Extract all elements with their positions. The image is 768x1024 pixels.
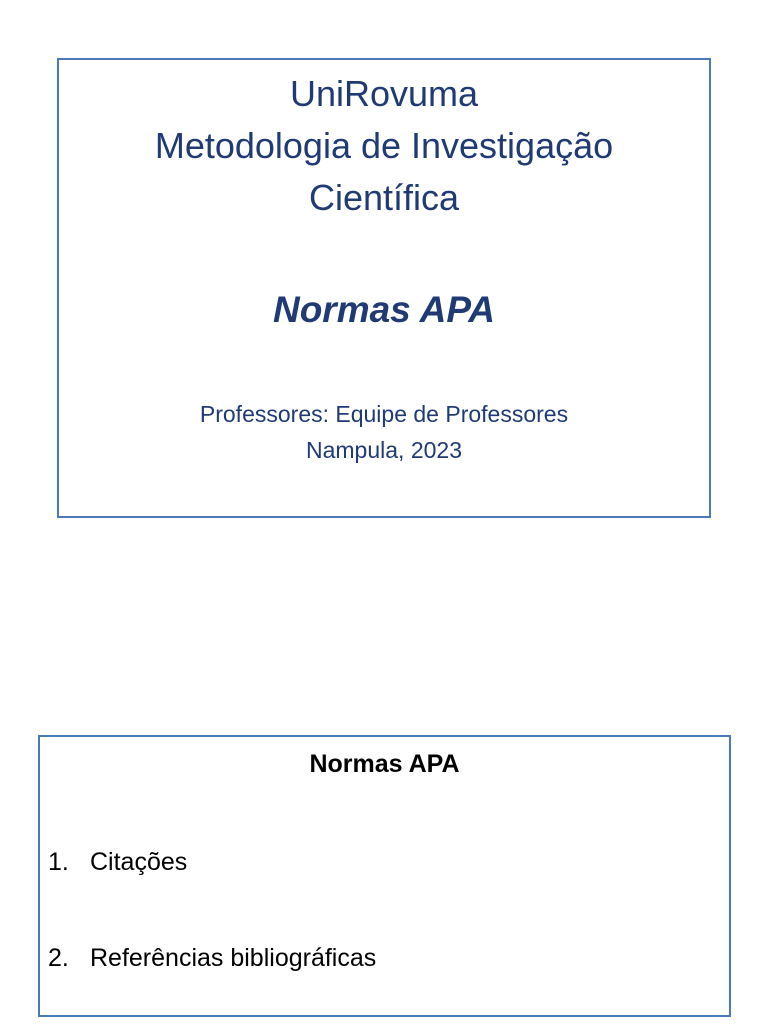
- list-item-citacoes: [48, 845, 187, 879]
- list-item-number: 1.: [48, 848, 69, 876]
- course-title: [59, 120, 709, 224]
- title-slide: [57, 58, 711, 518]
- institution-name: UniRovuma: [289, 73, 479, 114]
- content-slide: [38, 735, 731, 1017]
- list-item-label: Citações: [90, 848, 188, 876]
- topic-title: Normas APA: [272, 289, 496, 330]
- content-heading: Normas APA: [309, 750, 460, 778]
- list-item-referencias: [48, 941, 376, 975]
- list-item-number: 2.: [48, 944, 69, 972]
- course-title-line-2: Científica: [308, 177, 460, 218]
- course-title-line-1: Metodologia de Investigação: [154, 125, 614, 166]
- place-date-line: Nampula, 2023: [306, 437, 462, 463]
- list-item-label: Referências bibliográficas: [90, 944, 377, 972]
- professors-line: Professores: Equipe de Professores: [199, 401, 569, 427]
